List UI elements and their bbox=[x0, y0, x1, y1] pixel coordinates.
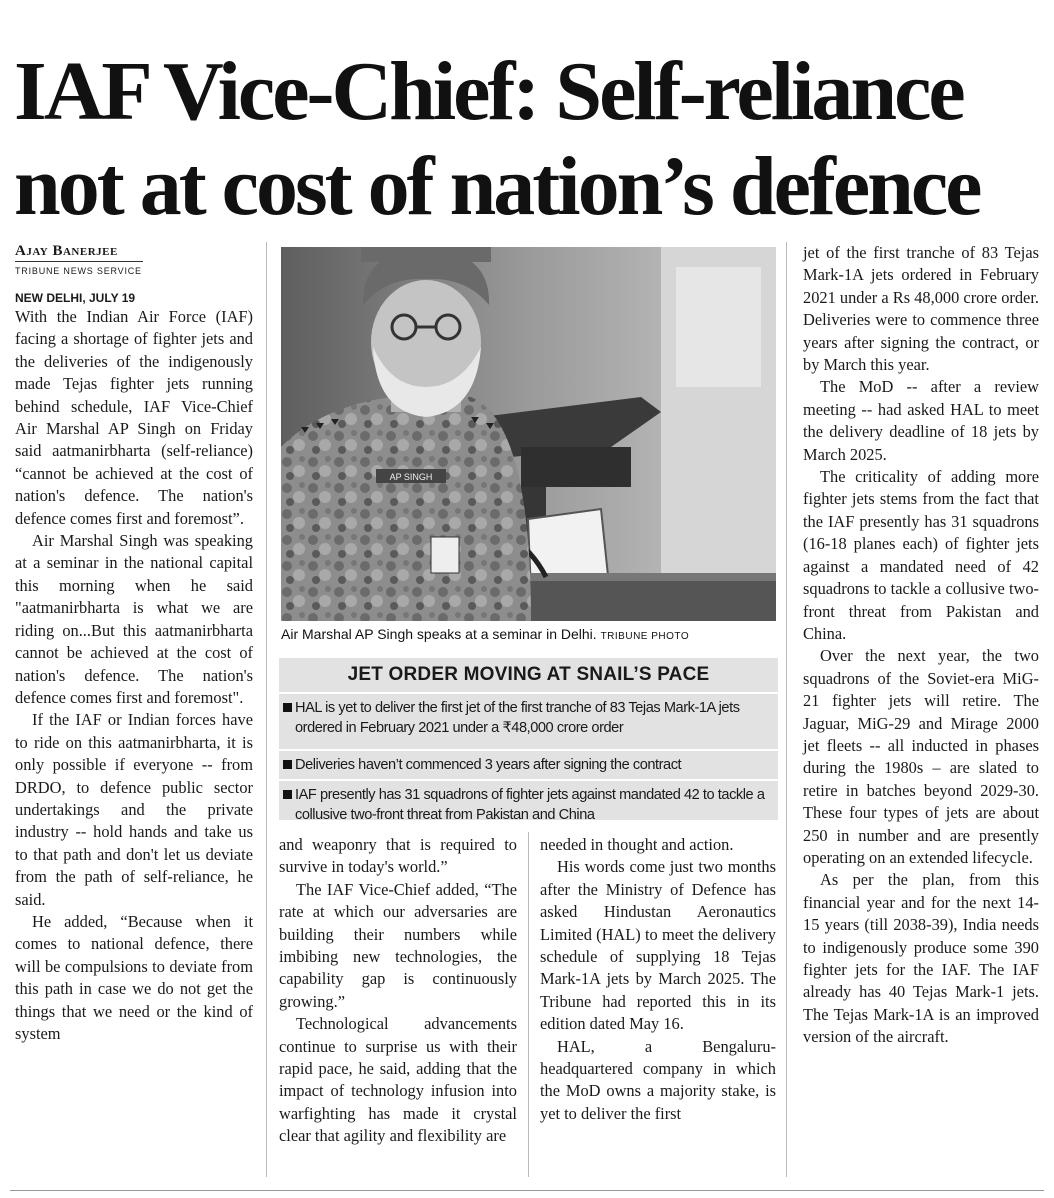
caption-text: Air Marshal AP Singh speaks at a seminar in Delhi. bbox=[281, 626, 597, 642]
paragraph: Technological advancements continue to surprise us with their rapid pace, he said, adding that the impact of technology infusion into warfighting has made it crystal clear that agility and flexibility are bbox=[279, 1014, 517, 1146]
paragraph: and weaponry that is required to survive in today's world.” bbox=[279, 835, 517, 877]
paragraph: His words come just two months after the Ministry of Defence has asked Hindustan Aeronautics Limited (HAL) to meet the delivery schedule of supplying 18 Tejas Mark-1A jets by March 2025. The Tribune had reported this in its edition dated May 16. bbox=[540, 857, 776, 1034]
byline-rule bbox=[15, 261, 143, 262]
column-divider bbox=[528, 832, 529, 1177]
column-4 bbox=[803, 242, 1039, 1049]
bottom-rule bbox=[10, 1190, 1044, 1191]
photo-credit: TRIBUNE PHOTO bbox=[600, 631, 690, 642]
headline-line-2: not at cost of nation’s defence bbox=[14, 140, 980, 233]
fact-box-title: JET ORDER MOVING AT SNAIL’S PACE bbox=[279, 658, 778, 694]
paragraph: Over the next year, the two squadrons of the Soviet-era MiG-21 fighter jets will retire. The Jaguar, MiG-29 and Mirage 2000 jet fleets -- all inducted in phases during the 1980s – are slated to retire in batches beyond 2029-30. These four types of jets are about 250 in number and are presently operating on an extended lifecycle. bbox=[803, 646, 1039, 867]
paragraph: He added, “Because when it comes to national defence, there will be compulsions to deviate from this path in case we do not get the things that we need or the kind of system bbox=[15, 911, 253, 1043]
news-photo bbox=[281, 247, 776, 621]
paragraph: The IAF Vice-Chief added, “The rate at which our adversaries are building their numbers while imbibing new technologies, the capability gap is continuously growing.” bbox=[279, 879, 517, 1011]
headline bbox=[14, 44, 1044, 234]
bullet-square-icon bbox=[283, 790, 292, 799]
paragraph: Air Marshal Singh was speaking at a seminar in the national capital this morning when he said "aatmanirbharta is what we are riding on...But this aatmanirbharta cannot be achieved at the cost of nation's defence. The nation's defence comes first and foremost". bbox=[15, 531, 253, 707]
paragraph: The MoD -- after a review meeting -- had asked HAL to meet the delivery deadline of 18 jets by March 2025. bbox=[803, 377, 1039, 464]
paragraph: The criticality of adding more fighter jets stems from the fact that the IAF presently has 31 squadrons (16-18 planes each) of fighter jets against a mandated need of 42 squadrons to tackle a collusive two-front threat from Pakistan and China. bbox=[803, 467, 1039, 643]
paragraph: HAL, a Bengaluru-headquartered company in which the MoD owns a majority stake, is yet to deliver the first bbox=[540, 1036, 776, 1123]
bullet-text: IAF presently has 31 squadrons of fighter jets against mandated 42 to tackle a collusive two-front threat from Pakistan and China bbox=[295, 787, 765, 823]
column-1 bbox=[15, 242, 253, 1045]
fact-box-bullet bbox=[279, 781, 778, 832]
paragraph: As per the plan, from this financial year and for the next 14-15 years (till 2038-39), India needs to indigenously produce some 390 fighter jets for the IAF. The IAF already has 40 Tejas Mark-1 jets. The Tejas Mark-1A is an improved version of the aircraft. bbox=[803, 870, 1039, 1047]
paragraph: needed in thought and action. bbox=[540, 835, 734, 854]
column-divider bbox=[786, 242, 787, 1177]
bullet-square-icon bbox=[283, 703, 292, 712]
dateline: NEW DELHI, JULY 19 bbox=[15, 291, 136, 305]
fact-box-bullet bbox=[279, 751, 778, 781]
photo-caption bbox=[281, 624, 781, 647]
paragraph: If the IAF or Indian forces have to ride on this aatmanirbharta, it is only possible if everyone -- from DRDO, to defence public sector undertakings and the private industry -- hold hands and take us to that path and don't let us deviate from the path of self-reliance, he said. bbox=[15, 710, 253, 909]
column-3 bbox=[540, 834, 776, 1125]
bullet-text: HAL is yet to deliver the first jet of the first tranche of 83 Tejas Mark-1A jets ordered in February 2021 under a ₹48,000 crore order bbox=[295, 700, 740, 736]
photo-illustration bbox=[281, 247, 776, 621]
bullet-text: Deliveries haven’t commenced 3 years after signing the contract bbox=[295, 757, 682, 773]
fact-box bbox=[279, 658, 778, 823]
bullet-square-icon bbox=[283, 760, 292, 769]
headline-line-1: IAF Vice-Chief: Self-reliance bbox=[14, 45, 963, 138]
column-divider bbox=[266, 242, 267, 1177]
byline-author: Ajay Banerjee bbox=[15, 243, 118, 259]
name-tag-text: AP SINGH bbox=[389, 472, 433, 482]
byline-service: TRIBUNE NEWS SERVICE bbox=[15, 266, 142, 276]
paragraph: With the Indian Air Force (IAF) facing a shortage of fighter jets and the deliveries of the indigenously made Tejas fighter jets running behind schedule, IAF Vice-Chief Air Marshal AP Singh on Friday said aatmanirbharta (self-reliance) “cannot be achieved at the cost of nation's defence. The nation's defence comes first and foremost”. bbox=[15, 307, 253, 528]
fact-box-bullet bbox=[279, 694, 778, 751]
column-2 bbox=[279, 834, 517, 1148]
paragraph: jet of the first tranche of 83 Tejas Mark-1A jets ordered in February 2021 under a Rs 48,000 crore order. Deliveries were to commence three years after signing the contract, or by March this year. bbox=[803, 243, 1039, 375]
